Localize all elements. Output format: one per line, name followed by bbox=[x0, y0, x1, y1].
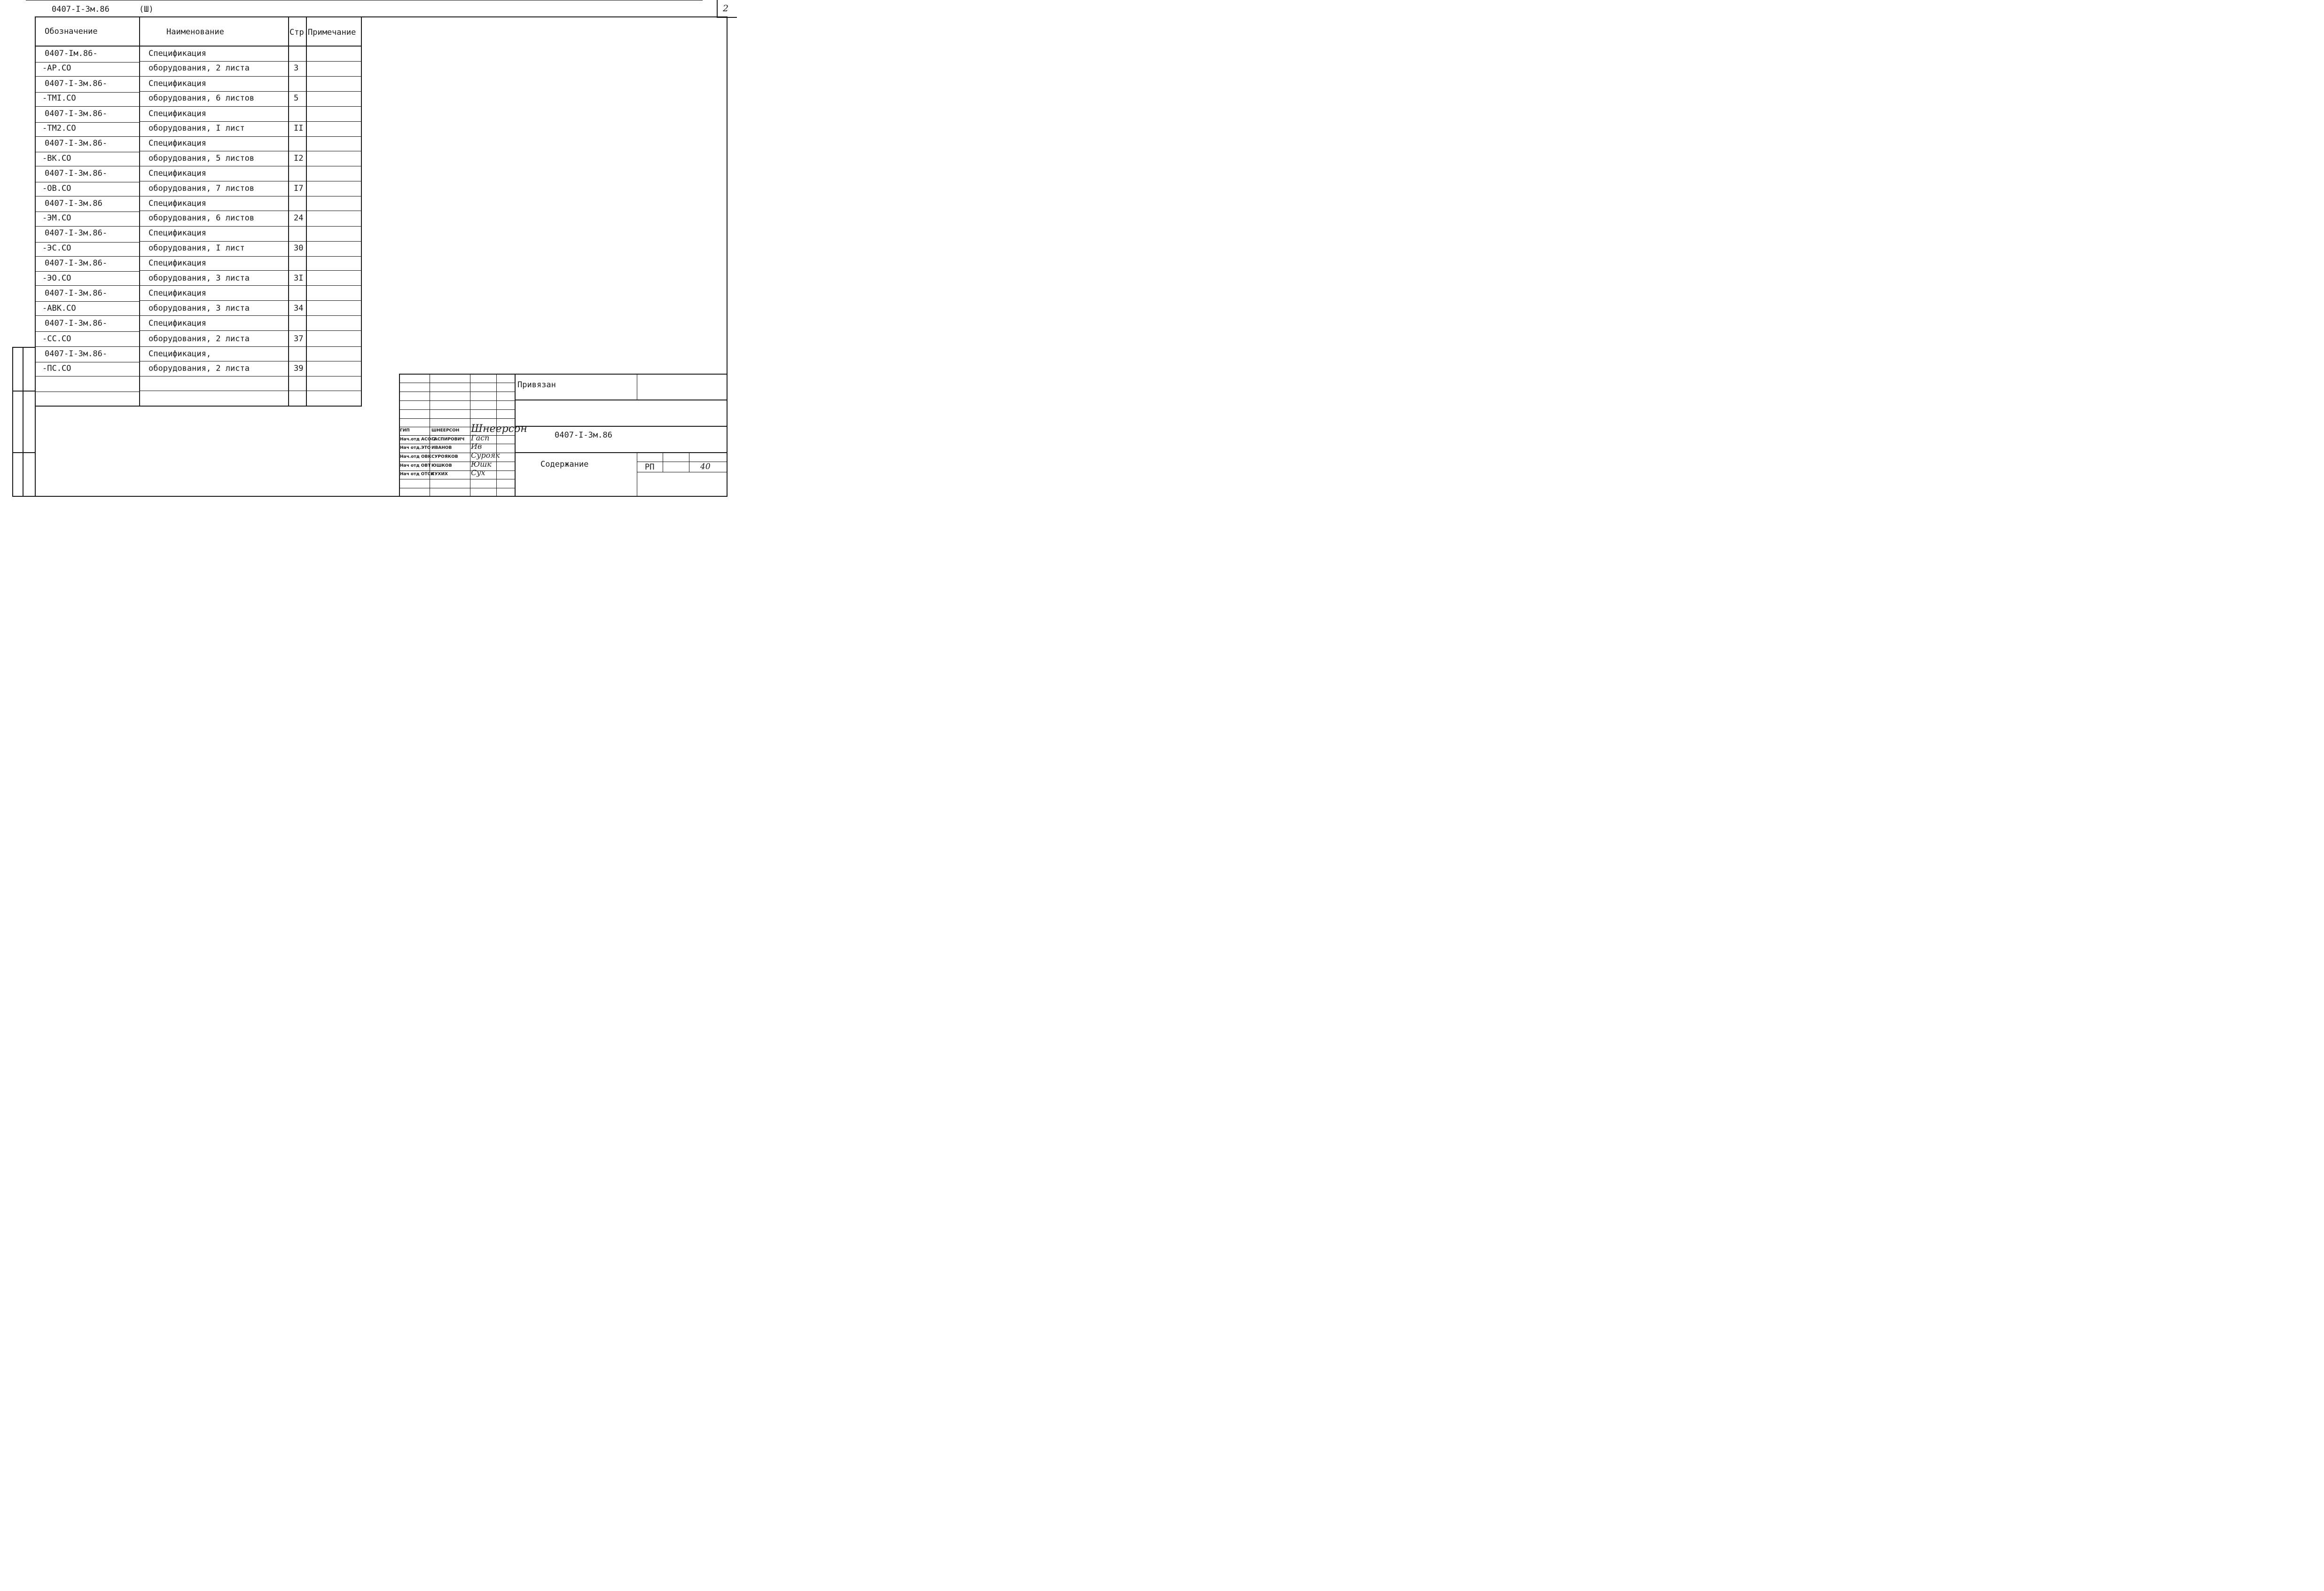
tb-grid-line bbox=[399, 418, 515, 419]
header-row-divider bbox=[35, 46, 362, 47]
row-designation: 0407-I-3м.86- bbox=[45, 228, 108, 238]
staff-name: СУХИХ bbox=[431, 472, 448, 477]
row-name: оборудования, 3 листа bbox=[149, 304, 250, 313]
row-divider bbox=[35, 136, 362, 137]
row-designation: 0407-I-3м.86- bbox=[45, 109, 108, 118]
row-divider-left bbox=[35, 331, 139, 332]
row-page: 39 bbox=[294, 364, 304, 373]
row-divider bbox=[35, 256, 362, 257]
staff-role: Нач отд ОТСИ bbox=[400, 472, 434, 477]
row-designation: 0407-I-3м.86 bbox=[45, 199, 102, 208]
row-name: оборудования, I лист bbox=[149, 124, 245, 133]
row-divider bbox=[139, 330, 362, 331]
binding-strip-mid2 bbox=[12, 452, 36, 453]
frame-top-line bbox=[362, 16, 728, 17]
row-designation: -ЭО.СО bbox=[42, 274, 71, 283]
row-page: 5 bbox=[294, 94, 299, 103]
staff-signature: Юшк bbox=[471, 460, 492, 469]
tb-top-border bbox=[399, 374, 727, 375]
row-page: I7 bbox=[294, 184, 304, 193]
row-page: 3 bbox=[294, 63, 299, 73]
row-name: оборудования, 2 листа bbox=[149, 334, 250, 344]
staff-signature: Сух bbox=[471, 468, 485, 477]
row-name: оборудования, 6 листов bbox=[149, 213, 255, 223]
row-divider-left bbox=[35, 242, 139, 243]
binding-strip-outer bbox=[12, 347, 13, 497]
row-designation: 0407-I-3м.86- bbox=[45, 259, 108, 268]
row-divider-left bbox=[35, 122, 139, 123]
row-name: оборудования, 7 листов bbox=[149, 184, 255, 193]
staff-role: Нач отд.ЭТО bbox=[400, 446, 431, 450]
row-page: II bbox=[294, 124, 304, 133]
row-name: оборудования, 3 листа bbox=[149, 274, 250, 283]
row-designation: 0407-I-3м.86- bbox=[45, 139, 108, 148]
bound-label: Привязан bbox=[517, 380, 556, 390]
tb-grid-line bbox=[399, 435, 515, 436]
row-name: оборудования, 2 листа bbox=[149, 364, 250, 373]
row-page: 24 bbox=[294, 213, 304, 223]
staff-signature: Шнеерсон bbox=[471, 423, 527, 435]
row-designation: -ТМI.СО bbox=[42, 94, 76, 103]
staff-name: ШНЕЕРСОН bbox=[431, 428, 460, 433]
row-divider-left bbox=[35, 301, 139, 302]
row-divider bbox=[139, 91, 362, 92]
staff-name: ГАСПИРОВИЧ bbox=[431, 437, 465, 442]
binding-strip-mid1 bbox=[12, 391, 36, 392]
row-name: Спецификация bbox=[149, 199, 206, 208]
row-name: Спецификация bbox=[149, 228, 206, 238]
row-designation: 0407-Iм.86- bbox=[45, 49, 98, 58]
row-designation: -ВК.СО bbox=[42, 154, 71, 163]
col-divider-3 bbox=[306, 16, 307, 407]
row-divider-left bbox=[35, 271, 139, 272]
sheet-number: 2 bbox=[723, 3, 729, 14]
row-designation: -АВК.СО bbox=[42, 304, 76, 313]
row-designation: -ПС.СО bbox=[42, 364, 71, 373]
row-name: оборудования, 6 листов bbox=[149, 94, 255, 103]
tb-grid-line bbox=[399, 409, 515, 410]
staff-signature: Сурояк bbox=[471, 451, 500, 460]
row-divider bbox=[139, 61, 362, 62]
row-name: Спецификация bbox=[149, 139, 206, 148]
row-designation: -ТМ2.СО bbox=[42, 124, 76, 133]
row-name: Спецификация, bbox=[149, 349, 211, 359]
column-header-name: Наименование bbox=[166, 27, 224, 37]
row-designation: 0407-I-3м.86- bbox=[45, 79, 108, 88]
staff-name: ЮШКОВ bbox=[431, 463, 452, 468]
total-sheets-value: 40 bbox=[700, 462, 711, 471]
row-name: оборудования, I лист bbox=[149, 243, 245, 253]
row-divider bbox=[35, 346, 362, 347]
row-page: 37 bbox=[294, 334, 304, 344]
row-name: Спецификация bbox=[149, 319, 206, 328]
row-name: Спецификация bbox=[149, 79, 206, 88]
row-designation: -ОВ.СО bbox=[42, 184, 71, 193]
row-name: Спецификация bbox=[149, 259, 206, 268]
row-page: 34 bbox=[294, 304, 304, 313]
row-divider bbox=[35, 76, 362, 77]
row-page: 3I bbox=[294, 274, 304, 283]
col-divider-2 bbox=[288, 16, 289, 407]
project-code: 0407-I-3м.86 bbox=[555, 431, 612, 440]
frame-bottom-line bbox=[12, 496, 728, 497]
row-divider bbox=[35, 106, 362, 107]
column-header-note: Примечание bbox=[308, 28, 356, 37]
binding-strip-top bbox=[12, 347, 36, 348]
stage-value: РП bbox=[645, 462, 655, 472]
row-designation: 0407-I-3м.86- bbox=[45, 319, 108, 328]
staff-role: Нач.отд ОВК bbox=[400, 455, 431, 459]
row-divider bbox=[35, 315, 362, 316]
row-designation: -ЭМ.СО bbox=[42, 213, 71, 223]
staff-role: ГИП bbox=[400, 428, 410, 433]
frame-right-line bbox=[727, 16, 728, 497]
row-page: 30 bbox=[294, 243, 304, 253]
row-divider-left bbox=[35, 62, 139, 63]
tb-grid-line bbox=[399, 470, 515, 471]
row-name: оборудования, 5 листов bbox=[149, 154, 255, 163]
frame-left-line bbox=[35, 16, 36, 497]
column-header-designation: Обозначение bbox=[45, 27, 98, 36]
row-name: Спецификация bbox=[149, 289, 206, 298]
row-page: I2 bbox=[294, 154, 304, 163]
row-designation: -ЭС.СО bbox=[42, 243, 71, 253]
row-designation: 0407-I-3м.86- bbox=[45, 289, 108, 298]
column-header-page: Стр. bbox=[290, 28, 309, 37]
staff-name: ИВАНОВ bbox=[431, 446, 452, 450]
row-divider bbox=[139, 300, 362, 301]
staff-role: Нач отд ОВТ bbox=[400, 463, 431, 468]
row-divider bbox=[35, 285, 362, 286]
row-name: Спецификация bbox=[149, 109, 206, 118]
tb-grid-line bbox=[399, 400, 515, 401]
row-designation: -АР.СО bbox=[42, 63, 71, 73]
row-designation: -СС.СО bbox=[42, 334, 71, 344]
doc-code-header: 0407-I-3м.86 bbox=[52, 5, 110, 14]
row-divider bbox=[139, 121, 362, 122]
row-divider-left bbox=[35, 92, 139, 93]
staff-role: Нач.отд АСО-2 bbox=[400, 437, 436, 442]
row-designation: 0407-I-3м.86- bbox=[45, 349, 108, 359]
staff-name: СУРОЯКОВ bbox=[431, 455, 458, 459]
series-label: (Ш) bbox=[139, 5, 154, 14]
row-name: Спецификация bbox=[149, 49, 206, 58]
table-top-border bbox=[35, 16, 362, 17]
col-divider-1 bbox=[139, 16, 140, 407]
table-bottom-border bbox=[35, 406, 362, 407]
staff-signature: Ив bbox=[471, 442, 482, 451]
row-name: Спецификация bbox=[149, 169, 206, 178]
row-divider bbox=[139, 270, 362, 271]
staff-signature: Гасп bbox=[471, 433, 490, 442]
tb-line-2 bbox=[515, 426, 727, 427]
row-designation: 0407-I-3м.86- bbox=[45, 169, 108, 178]
row-name: оборудования, 2 листа bbox=[149, 63, 250, 73]
sheet-title: Содержание bbox=[540, 460, 589, 469]
row-divider bbox=[139, 241, 362, 242]
row-divider bbox=[35, 226, 362, 227]
tb-line-3 bbox=[515, 452, 727, 453]
table-right-border bbox=[361, 16, 362, 407]
